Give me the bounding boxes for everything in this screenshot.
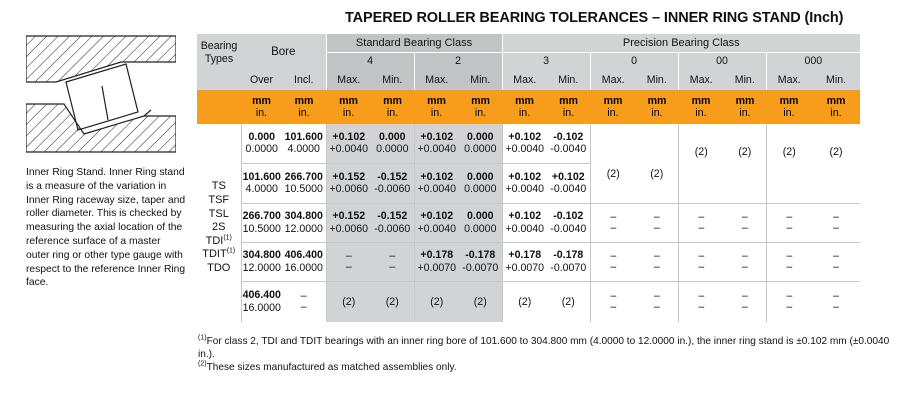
unit-cell: mm in. [547, 90, 590, 124]
matched-assembly-cell: (2) [636, 124, 678, 203]
value-cell: +0.102 +0.0040 [502, 203, 547, 242]
unit-cell: mm in. [459, 90, 502, 124]
min-header: Min. [459, 70, 502, 90]
matched-assembly-cell: (2) [414, 281, 459, 322]
max-header: Max. [766, 70, 812, 90]
value-cell: +0.178 +0.0070 [502, 242, 547, 281]
value-cell: 0.000 0.0000 [459, 203, 502, 242]
dash-cell: – – [766, 242, 812, 281]
class-3-header: 3 [502, 52, 590, 70]
max-header: Max. [502, 70, 547, 90]
dash-cell: – – [636, 281, 678, 322]
value-cell: 0.000 0.0000 [459, 124, 502, 163]
matched-assembly-cell: (2) [371, 281, 414, 322]
unit-cell: mm in. [812, 90, 860, 124]
unit-cell: mm in. [414, 90, 459, 124]
min-header: Min. [371, 70, 414, 90]
bore-incl-cell: 304.800 12.0000 [282, 203, 326, 242]
class-2-header: 2 [414, 52, 502, 70]
unit-cell: mm in. [502, 90, 547, 124]
unit-cell: mm in. [371, 90, 414, 124]
matched-assembly-cell: (2) [459, 281, 502, 322]
matched-assembly-cell: (2) [812, 124, 860, 203]
max-header: Max. [414, 70, 459, 90]
unit-cell: mm in. [636, 90, 678, 124]
dash-cell: – – [590, 242, 636, 281]
min-header: Min. [812, 70, 860, 90]
bore-incl-cell: 101.600 4.0000 [284, 130, 323, 156]
dash-cell: – – [812, 281, 860, 322]
matched-assembly-cell: (2) [766, 124, 812, 203]
incl-header: Incl. [282, 70, 326, 90]
dash-cell: – – [653, 210, 660, 234]
matched-assembly-cell: (2) [502, 281, 547, 322]
tapered-roller-bearing-cross-section-icon [26, 34, 176, 154]
dash-cell: – – [678, 203, 724, 242]
precision-class-header: Precision Bearing Class [502, 34, 860, 52]
value-cell: -0.152 -0.0060 [371, 163, 414, 203]
table-row [197, 203, 860, 242]
max-header: Max. [590, 70, 636, 90]
column-subheader-row [197, 70, 860, 90]
page-title: TAPERED ROLLER BEARING TOLERANCES – INNER RING STAND (Inch) [345, 10, 844, 26]
unit-cell: mm in. [326, 90, 371, 124]
unit-cell: mm in. [282, 90, 326, 124]
value-cell: +0.102 -0.0040 [547, 163, 590, 203]
value-cell: -0.102 -0.0040 [547, 203, 590, 242]
dash-cell: – – [812, 242, 860, 281]
matched-assembly-cell: (2) [326, 281, 371, 322]
value-cell: +0.102 +0.0040 [414, 124, 459, 163]
bore-over-cell: 406.400 16.0000 [241, 281, 282, 322]
unit-cell: mm in. [241, 90, 282, 124]
standard-class-header: Standard Bearing Class [326, 34, 502, 52]
dash-cell: – – [766, 281, 812, 322]
matched-assembly-cell: (2) [590, 124, 636, 203]
value-cell: 0.000 0.0000 [459, 163, 502, 203]
dash-cell: – – [636, 242, 678, 281]
value-cell: +0.102 +0.0040 [414, 163, 459, 203]
footnote-2: $^{(2)}$These sizes manufactured as matched assemblies only. [198, 360, 457, 373]
value-cell: -0.102 -0.0040 [550, 130, 587, 156]
bore-incl-cell: 266.700 10.5000 [282, 163, 326, 203]
dash-cell: – – [741, 210, 748, 234]
value-cell: +0.152 +0.0060 [326, 163, 371, 203]
over-header: Over [241, 70, 282, 90]
class-00-header: 00 [678, 52, 766, 70]
dash-cell: – – [590, 281, 636, 322]
footnotes [198, 335, 898, 374]
bearing-types-cell: TS TSF TSL 2S TDI$^{(1)}$ TDIT$^{(1)}$ TDO [202, 180, 236, 274]
tolerance-table [197, 34, 860, 322]
dash-cell: – – [326, 242, 371, 281]
bore-over-cell: 101.600 4.0000 [241, 163, 282, 203]
max-header: Max. [326, 70, 371, 90]
value-cell: +0.102 +0.0040 [326, 124, 371, 163]
matched-assembly-cell: (2) [547, 281, 590, 322]
value-cell: +0.102 +0.0040 [502, 163, 547, 203]
class-4-header: 4 [326, 52, 414, 70]
bore-over-cell: 304.800 12.0000 [241, 242, 282, 281]
bore-over-cell: 0.000 0.0000 [241, 124, 282, 163]
dash-cell: – – [766, 203, 812, 242]
dash-cell: – – [590, 203, 636, 242]
unit-cell: mm in. [766, 90, 812, 124]
min-header: Min. [636, 70, 678, 90]
matched-assembly-cell: (2) [678, 124, 724, 203]
bore-header: Bore [241, 34, 326, 70]
class-0-header: 0 [590, 52, 678, 70]
dash-cell: – – [371, 242, 414, 281]
dash-cell: – – [282, 281, 326, 322]
unit-cell: mm in. [724, 90, 766, 124]
bore-over-cell: 266.700 10.5000 [241, 203, 282, 242]
inner-ring-stand-description: Inner Ring Stand. Inner Ring stand is a measure of the variation in Inner Ring raceway size, taper and roller diameter. This is checked by measuring the axial location of the reference surface of a master outer ring or other type gauge with respect to the reference Inner Ring face. [26, 167, 186, 289]
unit-cell: mm in. [678, 90, 724, 124]
value-cell: -0.178 -0.0070 [459, 242, 502, 281]
value-cell: +0.102 +0.0040 [502, 124, 547, 163]
bearing-types-header: Bearing Types [197, 34, 241, 90]
value-cell: -0.152 -0.0060 [371, 203, 414, 242]
value-cell: -0.178 -0.0070 [547, 242, 590, 281]
max-header: Max. [678, 70, 724, 90]
table-row [197, 124, 860, 163]
value-cell: +0.178 +0.0070 [414, 242, 459, 281]
table-row [197, 281, 860, 322]
footnote-1: $^{(1)}$For class 2, TDI and TDIT bearings with an inner ring bore of 101.600 to 304.800 mm (4.0000 to 12.0000 in.), the inner ring stand is ±0.102 mm (±0.0040 in.). [198, 334, 890, 360]
class-000-header: 000 [766, 52, 860, 70]
dash-cell: – – [678, 281, 724, 322]
min-header: Min. [724, 70, 766, 90]
dash-cell: – – [724, 242, 766, 281]
dash-cell: – – [724, 281, 766, 322]
min-header: Min. [547, 70, 590, 90]
value-cell: 0.000 0.0000 [371, 124, 414, 163]
value-cell: +0.102 +0.0040 [414, 203, 459, 242]
units-row [197, 90, 860, 124]
dash-cell: – – [678, 242, 724, 281]
dash-cell: – – [833, 210, 839, 234]
matched-assembly-cell: (2) [724, 124, 766, 203]
value-cell: +0.152 +0.0060 [326, 203, 371, 242]
table-row [197, 242, 860, 281]
unit-cell: mm in. [590, 90, 636, 124]
bore-incl-cell: 406.400 16.0000 [282, 242, 326, 281]
